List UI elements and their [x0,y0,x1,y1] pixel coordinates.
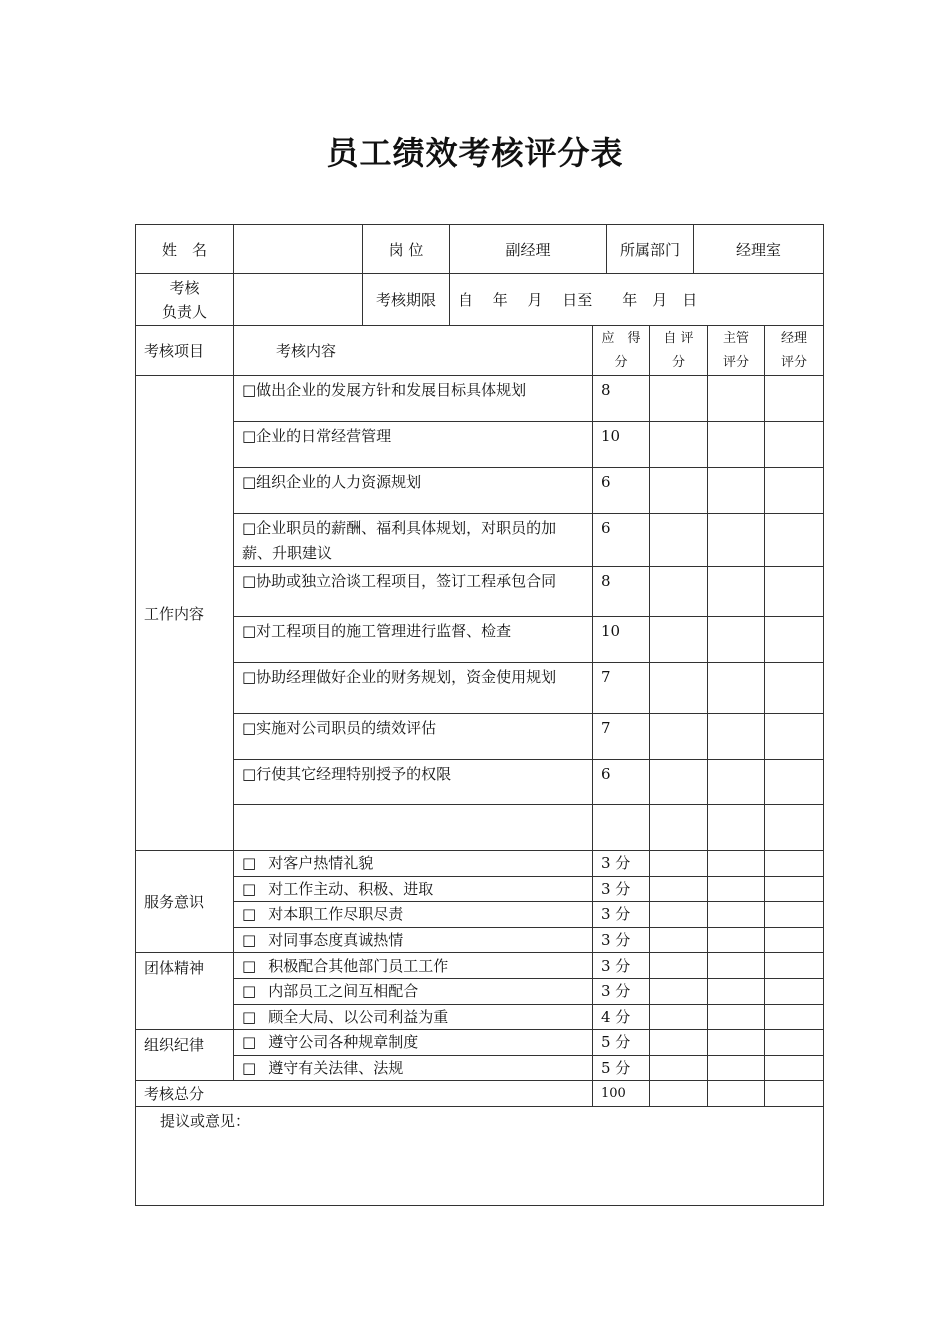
work-item-1-score: 8 [593,376,650,422]
manager-score-cell[interactable] [765,422,824,468]
work-item-7-score: 7 [593,663,650,714]
comments-label: 提议或意见： [160,1111,251,1130]
manager-score-cell[interactable] [765,663,824,714]
self-score-cell[interactable] [650,422,708,468]
self-score-cell[interactable] [650,468,708,514]
col-supervisor-score: 主管 评分 [708,326,765,376]
supervisor-score-cell[interactable] [708,714,765,760]
col-manager-score: 经理 评分 [765,326,824,376]
page-title: 员工绩效考核评分表 [326,134,624,172]
work-item-blank-score [593,805,650,851]
supervisor-score-cell[interactable] [708,1004,765,1030]
col-content-header: 考核内容 [234,326,593,376]
self-total-cell[interactable] [650,1081,708,1107]
manager-score-cell[interactable] [765,617,824,663]
supervisor-score-cell[interactable] [708,876,765,902]
supervisor-score-cell[interactable] [708,760,765,805]
team-item-1[interactable]: □ 积极配合其他部门员工工作 [234,953,593,979]
service-item-2[interactable]: □ 对工作主动、积极、进取 [234,876,593,902]
manager-score-cell[interactable] [765,876,824,902]
self-score-cell[interactable] [650,760,708,805]
period-value[interactable]: 自 年 月 日至 年 月 日 [450,274,824,326]
supervisor-score-cell[interactable] [708,953,765,979]
work-item-4-score: 6 [593,514,650,567]
manager-score-cell[interactable] [765,468,824,514]
work-item-3-score: 6 [593,468,650,514]
team-category: 团体精神 [136,953,234,1030]
self-score-cell[interactable] [650,876,708,902]
work-item-2-score: 10 [593,422,650,468]
dept-value[interactable]: 经理室 [694,225,824,274]
self-score-cell[interactable] [650,714,708,760]
supervisor-score-cell[interactable] [708,422,765,468]
work-item-2[interactable]: □企业的日常经营管理 [234,422,593,468]
team-item-3-score: 4 分 [593,1004,650,1030]
reviewer-label: 考核 负责人 [136,274,234,326]
self-score-cell[interactable] [650,805,708,851]
supervisor-score-cell[interactable] [708,805,765,851]
work-item-8[interactable]: □实施对公司职员的绩效评估 [234,714,593,760]
service-item-3-score: 3 分 [593,902,650,928]
work-item-9-score: 6 [593,760,650,805]
supervisor-score-cell[interactable] [708,376,765,422]
team-item-1-score: 3 分 [593,953,650,979]
discipline-item-2[interactable]: □ 遵守有关法律、法规 [234,1055,593,1081]
supervisor-score-cell[interactable] [708,1030,765,1056]
discipline-item-1-score: 5 分 [593,1030,650,1056]
comments-box[interactable] [136,1106,824,1205]
manager-total-cell[interactable] [765,1081,824,1107]
service-item-4-score: 3 分 [593,927,650,953]
supervisor-score-cell[interactable] [708,663,765,714]
manager-score-cell[interactable] [765,902,824,928]
period-label: 考核期限 [363,274,450,326]
supervisor-score-cell[interactable] [708,468,765,514]
self-score-cell[interactable] [650,514,708,567]
service-item-3[interactable]: □ 对本职工作尽职尽责 [234,902,593,928]
self-score-cell[interactable] [650,617,708,663]
supervisor-score-cell[interactable] [708,902,765,928]
position-label: 岗 位 [363,225,450,274]
discipline-item-2-score: 5 分 [593,1055,650,1081]
total-label: 考核总分 [136,1081,593,1107]
work-item-5[interactable]: □协助或独立洽谈工程项目，签订工程承包合同 [234,567,593,617]
supervisor-score-cell[interactable] [708,617,765,663]
work-item-6-score: 10 [593,617,650,663]
manager-score-cell[interactable] [765,953,824,979]
service-item-4[interactable]: □ 对同事态度真诚热情 [234,927,593,953]
supervisor-score-cell[interactable] [708,1055,765,1081]
col-should-score: 应 得 分 [593,326,650,376]
name-field[interactable] [234,225,363,274]
self-score-cell[interactable] [650,851,708,877]
work-item-9[interactable]: □行使其它经理特别授予的权限 [234,760,593,805]
manager-score-cell[interactable] [765,805,824,851]
supervisor-score-cell[interactable] [708,567,765,617]
manager-score-cell[interactable] [765,376,824,422]
work-item-3[interactable]: □组织企业的人力资源规划 [234,468,593,514]
manager-score-cell[interactable] [765,978,824,1004]
service-category: 服务意识 [136,851,234,953]
work-category: 工作内容 [136,376,234,851]
work-item-blank[interactable] [234,805,593,851]
self-score-cell[interactable] [650,567,708,617]
self-score-cell[interactable] [650,663,708,714]
scoring-table [135,325,824,1206]
service-item-1[interactable]: □ 对客户热情礼貌 [234,851,593,877]
evaluation-table [135,224,824,326]
supervisor-score-cell[interactable] [708,978,765,1004]
col-item-header: 考核项目 [136,326,234,376]
col-self-score: 自 评 分 [650,326,708,376]
manager-score-cell[interactable] [765,851,824,877]
dept-label: 所属部门 [607,225,694,274]
service-item-2-score: 3 分 [593,876,650,902]
supervisor-score-cell[interactable] [708,851,765,877]
manager-score-cell[interactable] [765,760,824,805]
service-item-1-score: 3 分 [593,851,650,877]
supervisor-score-cell[interactable] [708,514,765,567]
team-item-3[interactable]: □ 顾全大局、以公司利益为重 [234,1004,593,1030]
manager-score-cell[interactable] [765,714,824,760]
self-score-cell[interactable] [650,902,708,928]
work-item-5-score: 8 [593,567,650,617]
self-score-cell[interactable] [650,978,708,1004]
team-item-2[interactable]: □ 内部员工之间互相配合 [234,978,593,1004]
discipline-item-1[interactable]: □ 遵守公司各种规章制度 [234,1030,593,1056]
supervisor-total-cell[interactable] [708,1081,765,1107]
self-score-cell[interactable] [650,376,708,422]
team-item-2-score: 3 分 [593,978,650,1004]
self-score-cell[interactable] [650,1004,708,1030]
discipline-category: 组织纪律 [136,1030,234,1081]
work-item-4[interactable]: □企业职员的薪酬、福利具体规划，对职员的加薪、升职建议 [234,514,593,567]
self-score-cell[interactable] [650,1030,708,1056]
manager-score-cell[interactable] [765,927,824,953]
self-score-cell[interactable] [650,953,708,979]
position-value[interactable]: 副经理 [450,225,607,274]
work-item-6[interactable]: □对工程项目的施工管理进行监督、检查 [234,617,593,663]
manager-score-cell[interactable] [765,1030,824,1056]
supervisor-score-cell[interactable] [708,927,765,953]
reviewer-field[interactable] [234,274,363,326]
manager-score-cell[interactable] [765,1004,824,1030]
manager-score-cell[interactable] [765,514,824,567]
work-item-1[interactable]: □做出企业的发展方针和发展目标具体规划 [234,376,593,422]
total-value: 100 [593,1081,650,1107]
work-item-7[interactable]: □协助经理做好企业的财务规划，资金使用规划 [234,663,593,714]
name-label: 姓 名 [136,225,234,274]
work-item-8-score: 7 [593,714,650,760]
manager-score-cell[interactable] [765,567,824,617]
manager-score-cell[interactable] [765,1055,824,1081]
self-score-cell[interactable] [650,1055,708,1081]
self-score-cell[interactable] [650,927,708,953]
